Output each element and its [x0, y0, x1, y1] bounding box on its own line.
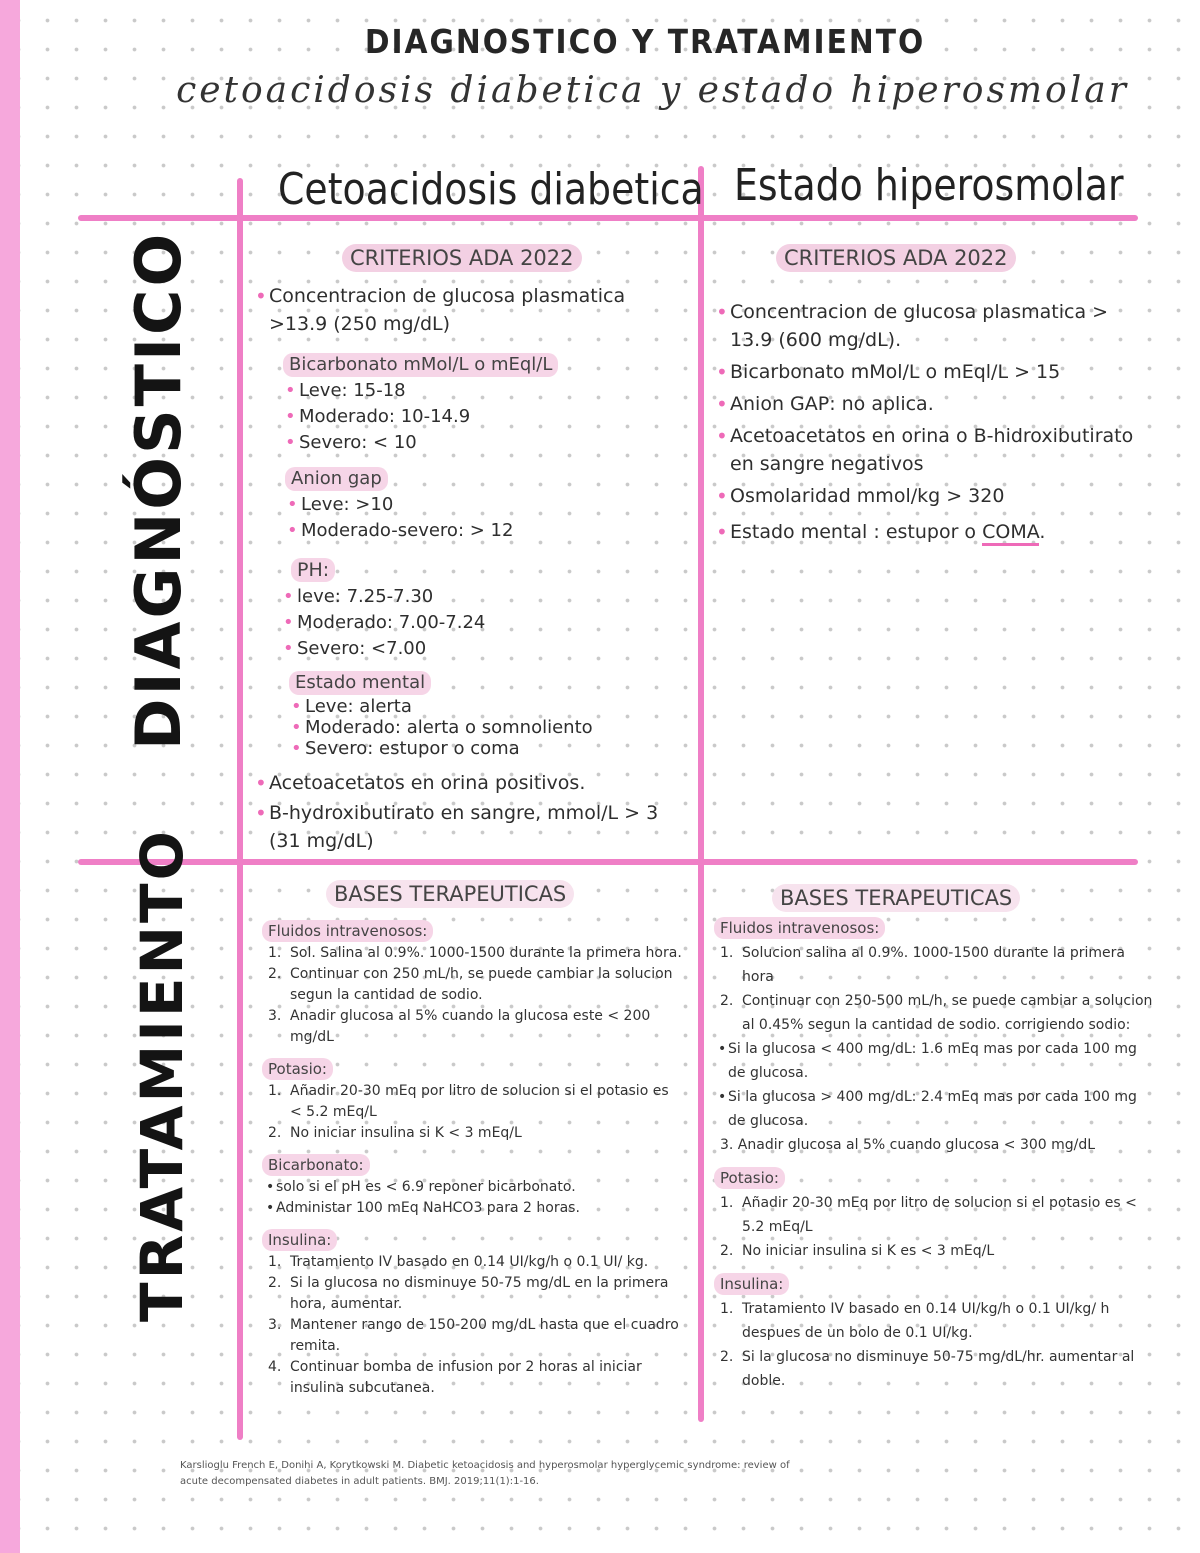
- insulina-step: Si la glucosa no disminuye 50-75 mg/dL en la primera hora, aumentar.: [290, 1275, 669, 1312]
- page-title: DIAGNOSTICO Y TRATAMIENTO: [364, 22, 926, 61]
- hhs-anion-gap-criterion: • Anion GAP: no aplica.: [716, 390, 1146, 418]
- hhs-insulina-step: Tratamiento IV basado en 0.14 UI/kg/h o 0.1 UI/kg/ h despues de un bolo de 0.1 UI/kg.: [742, 1301, 1110, 1341]
- treatment-right-content: [714, 917, 1154, 1403]
- fluidos-heading-right: Fluidos intravenosos:: [714, 917, 885, 939]
- potasio-step: No iniciar insulina si K < 3 mEq/L: [290, 1125, 522, 1141]
- acetoacetatos-criterion: • Acetoacetatos en orina positivos.: [255, 769, 685, 797]
- bicarbonato-leve: • Leve: 15-18: [283, 378, 685, 404]
- bicarbonato-moderado: • Moderado: 10-14.9: [283, 404, 685, 430]
- hhs-fluidos-step: Continuar con 250-500 mL/h, se puede cambiar a solucion al 0.45% segun la cantidad de sodio. corrigiendo sodio:: [742, 993, 1153, 1033]
- hhs-bicarbonato-criterion: • Bicarbonato mMol/L o mEql/L > 15: [716, 358, 1146, 386]
- insulina-step: Mantener rango de 150-200 mg/dL hasta que el cuadro remita.: [290, 1317, 679, 1354]
- column-title-hiperosmolar: Estado hiperosmolar: [734, 160, 1124, 211]
- hhs-osmolaridad-criterion: • Osmolaridad mmol/kg > 320: [716, 482, 1146, 510]
- diagnosis-left-content: [255, 282, 685, 855]
- anion-gap-heading: Anion gap: [285, 467, 388, 491]
- hhs-potasio-step: Añadir 20-30 mEq por litro de solucion si el potasio es < 5.2 mEq/L: [742, 1195, 1137, 1235]
- ph-severo: • Severo: <7.00: [281, 636, 685, 662]
- insulina-step: Tratamiento IV basado en 0.14 UI/kg/h o 0.1 UI/ kg.: [290, 1254, 649, 1270]
- bicarbonato-step: • solo si el pH es < 6.9 reponer bicarbonato.: [262, 1177, 682, 1198]
- estado-mental-text: Estado mental : estupor o: [730, 521, 983, 543]
- bicarbonato-step: • Administar 100 mEq NaHCO3 para 2 horas.: [262, 1198, 682, 1219]
- insulina-step: Continuar bomba de infusion por 2 horas al iniciar insulina subcutanea.: [290, 1359, 642, 1396]
- treatment-left-content: [262, 920, 682, 1409]
- anion-gap-moderado: • Moderado-severo: > 12: [285, 518, 685, 544]
- fluidos-heading-left: Fluidos intravenosos:: [262, 920, 433, 942]
- anion-gap-leve: • Leve: >10: [285, 492, 685, 518]
- hhs-sodio-correction: • Si la glucosa > 400 mg/dL: 2.4 mEq mas por cada 100 mg de glucosa.: [714, 1085, 1154, 1133]
- coma-highlight: COMA: [982, 521, 1039, 546]
- page-subtitle: cetoacidosis diabetica y estado hiperosmolar: [176, 70, 1129, 111]
- hhs-sodio-correction: • Si la glucosa < 400 mg/dL: 1.6 mEq mas por cada 100 mg de glucosa.: [714, 1037, 1154, 1085]
- hhs-fluidos-step: Solucion salina al 0.9%. 1000-1500 durante la primera hora: [742, 945, 1125, 985]
- hhs-potasio-step: No iniciar insulina si K es < 3 mEq/L: [742, 1243, 995, 1259]
- diagnosis-right-content: [716, 298, 1146, 546]
- ph-heading: PH:: [291, 558, 335, 582]
- hhs-insulina-step: Si la glucosa no disminuye 50-75 mg/dL/hr. aumentar al doble.: [742, 1349, 1135, 1389]
- potasio-heading-left: Potasio:: [262, 1058, 333, 1080]
- insulina-heading-right: Insulina:: [714, 1273, 789, 1295]
- potasio-step: Añadir 20-30 mEq por litro de solucion si el potasio es < 5.2 mEq/L: [290, 1083, 669, 1120]
- fluidos-step: Continuar con 250 mL/h, se puede cambiar la solucion segun la cantidad de sodio.: [290, 966, 673, 1003]
- estado-mental-moderado: • Moderado: alerta o somnoliento: [289, 717, 685, 738]
- therapeutic-badge-left: BASES TERAPEUTICAS: [326, 880, 574, 908]
- estado-mental-leve: • Leve: alerta: [289, 696, 685, 717]
- side-stripe: [0, 0, 20, 1553]
- potasio-heading-right: Potasio:: [714, 1167, 785, 1189]
- center-column-divider: [698, 166, 704, 1422]
- bicarbonato-heading: Bicarbonato mMol/L o mEql/L: [283, 353, 558, 377]
- estado-mental-heading: Estado mental: [289, 671, 431, 695]
- hhs-fluidos-step-3: 3. Anadir glucosa al 5% cuando glucosa < 300 mg/dL: [720, 1137, 1096, 1153]
- fluidos-step: Sol. Salina al 0.9%. 1000-1500 durante la primera hora.: [290, 945, 682, 961]
- glucose-criterion: • Concentracion de glucosa plasmatica >13.9 (250 mg/dL): [255, 282, 685, 338]
- criteria-badge-left: CRITERIOS ADA 2022: [342, 244, 582, 272]
- row-label-diagnostico: DIAGNÓSTICO: [122, 230, 195, 750]
- row-label-tratamiento: TRATAMIENTO: [128, 828, 196, 1322]
- hhs-estado-mental-criterion: [716, 518, 1146, 546]
- hhs-glucose-criterion: • Concentracion de glucosa plasmatica > 13.9 (600 mg/dL).: [716, 298, 1146, 354]
- column-title-cetoacidosis: Cetoacidosis diabetica: [278, 164, 704, 215]
- hydroxibutirato-criterion: • B-hydroxibutirato en sangre, mmol/L > 3 (31 mg/dL): [255, 799, 685, 855]
- hhs-acetoacetatos-criterion: • Acetoacetatos en orina o B-hidroxibutirato en sangre negativos: [716, 422, 1146, 478]
- estado-mental-period: .: [1039, 521, 1046, 543]
- bicarbonato-heading-left: Bicarbonato:: [262, 1154, 370, 1176]
- estado-mental-severo: • Severo: estupor o coma: [289, 738, 685, 759]
- fluidos-step: Anadir glucosa al 5% cuando la glucosa este < 200 mg/dL: [290, 1008, 651, 1045]
- insulina-heading-left: Insulina:: [262, 1229, 337, 1251]
- reference-citation: Karslioglu French E, Donihi A, Korytkowski M. Diabetic ketoacidosis and hyperosmolar hyperglycemic syndrome: review of acute decompensated diabetes in adult patients. BMJ. 2019;11(1):1-16.: [180, 1460, 790, 1487]
- ph-moderado: • Moderado: 7.00-7.24: [281, 610, 685, 636]
- left-column-divider: [237, 178, 243, 1440]
- criteria-badge-right: CRITERIOS ADA 2022: [776, 244, 1016, 272]
- therapeutic-badge-right: BASES TERAPEUTICAS: [772, 884, 1020, 912]
- bicarbonato-severo: • Severo: < 10: [283, 430, 685, 456]
- ph-leve: • leve: 7.25-7.30: [281, 584, 685, 610]
